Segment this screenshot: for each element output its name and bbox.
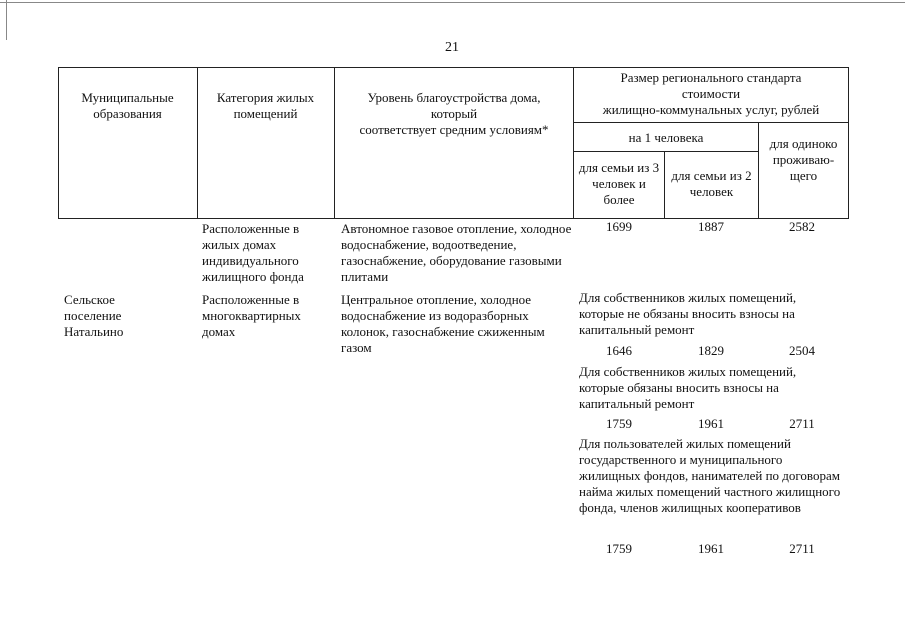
group1-value-single: 2504: [789, 343, 815, 358]
group3-value-single: 2711: [789, 541, 815, 556]
col-divider-4: [664, 151, 665, 219]
top-edge-line: [0, 2, 905, 3]
municipality-name: Сельское поселение Натальино: [64, 292, 124, 339]
group1-value-family3: 1646: [606, 343, 632, 358]
table-left-border: [58, 67, 59, 219]
row1-category: Расположенные в жилых домах индивидуального жилищного фонда: [202, 221, 304, 284]
group3-value-family3: 1759: [606, 541, 632, 556]
col-divider-3: [573, 67, 574, 219]
table-top-border: [58, 67, 848, 68]
header-standard-line3: жилищно-коммунальных услуг, рублей: [602, 102, 820, 117]
group2-label: Для собственников жилых помещений, которые обязаны вносить взносы на капитальный ремонт: [579, 364, 797, 411]
col-divider-2: [334, 67, 335, 219]
group2-value-single: 2711: [789, 416, 815, 431]
group2-value-family2: 1961: [698, 416, 724, 431]
header-improvement: [338, 90, 570, 138]
group3-label: Для пользователей жилых помещений государственного и муниципального жилищных фондов, нанимателей по договорам найма жилых помещений частного жилищного фонда, членов жилищных кооперативов: [579, 436, 841, 515]
header-family-3: для семьи из 3 человек и более: [578, 160, 660, 207]
header-improvement-line3: соответствует средним условиям*: [359, 122, 549, 137]
row1-value-family2: 1887: [698, 219, 724, 234]
header-standard-line2: стоимости: [681, 86, 741, 101]
header-municipality: Муниципальные образования: [81, 90, 174, 121]
header-single: для одиноко проживаю-щего: [769, 136, 838, 183]
row1-value-single: 2582: [789, 219, 815, 234]
header-category: Категория жилых помещений: [216, 90, 315, 121]
header-standard-line1: Размер регионального стандарта: [620, 70, 802, 85]
row1-improvement: Автономное газовое отопление, холодное водоснабжение, водоотведение, газоснабжение, оборудование газовыми плитами: [341, 221, 572, 284]
header-subdivider-1: [573, 122, 848, 123]
header-improvement-line2: который: [430, 106, 478, 121]
col-divider-1: [197, 67, 198, 219]
header-standard-size: [576, 70, 846, 118]
header-per-person: на 1 человека: [628, 130, 704, 145]
col-divider-5: [758, 122, 759, 219]
page-number: 21: [445, 40, 459, 55]
row2-improvement: Центральное отопление, холодное водоснабжение из водоразборных колонок, газоснабжение сжиженным газом: [341, 292, 545, 355]
group3-value-family2: 1961: [698, 541, 724, 556]
left-edge-line: [6, 0, 7, 40]
group1-value-family2: 1829: [698, 343, 724, 358]
group1-label: Для собственников жилых помещений, которые не обязаны вносить взносы на капитальный ремонт: [579, 290, 797, 337]
header-subdivider-2: [573, 151, 758, 152]
header-improvement-line1: Уровень благоустройства дома,: [367, 90, 541, 105]
header-family-2: для семьи из 2 человек: [671, 168, 752, 199]
table-right-border: [848, 67, 849, 219]
row1-value-family3: 1699: [606, 219, 632, 234]
row2-category: Расположенные в многоквартирных домах: [202, 292, 301, 339]
group2-value-family3: 1759: [606, 416, 632, 431]
